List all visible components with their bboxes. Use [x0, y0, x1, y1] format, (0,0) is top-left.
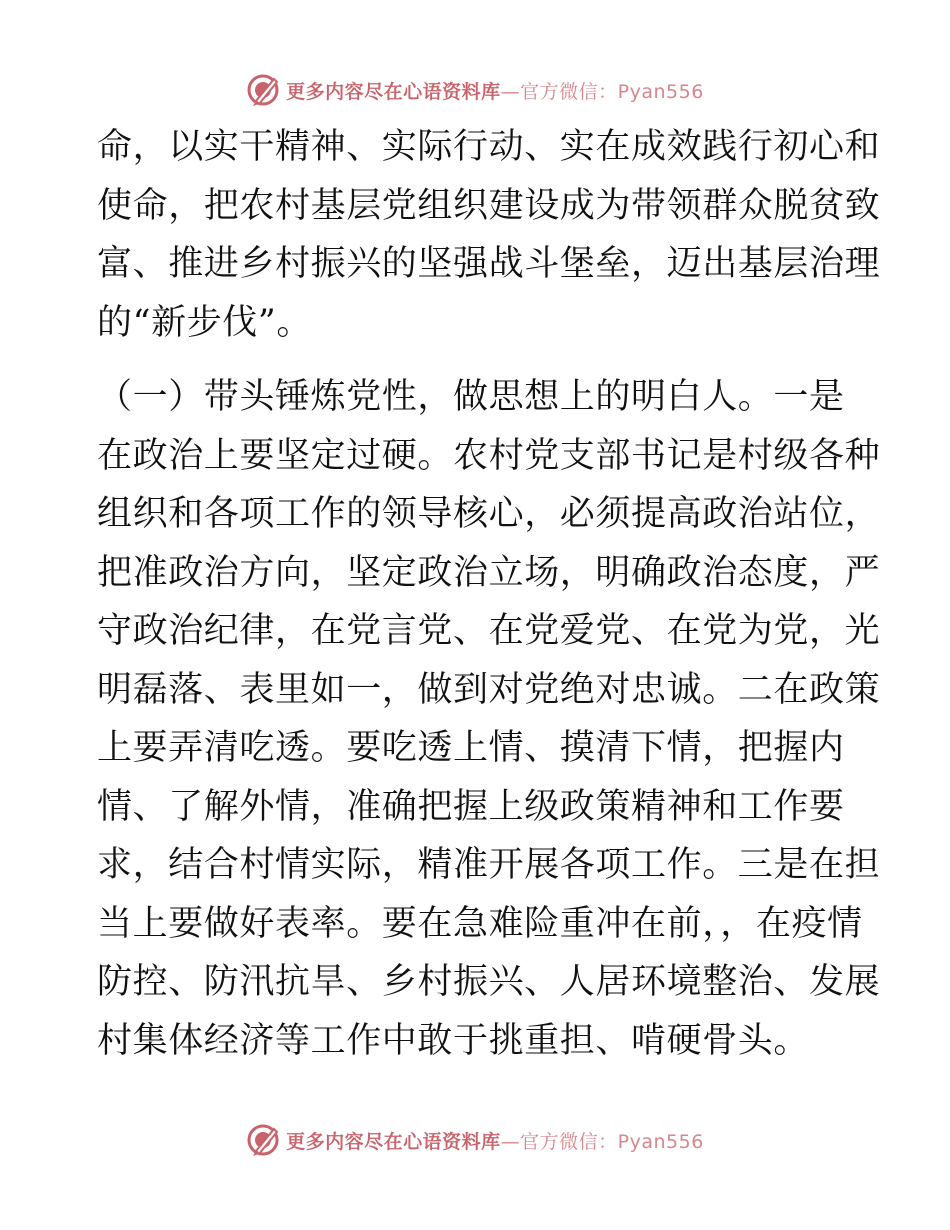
- watermark-text: [286, 77, 704, 104]
- document-body: [97, 118, 881, 1070]
- paragraph-1: [97, 118, 881, 352]
- paragraph-spacer: [97, 352, 867, 368]
- text-line: （一）带头锤炼党性，做思想上的明白人。一是: [97, 377, 845, 417]
- pen-logo-icon: [246, 73, 280, 107]
- text-line: 把准政治方向，坚定政治立场，明确政治态度，严: [97, 552, 881, 593]
- text-line: 明磊落、表里如一，做到对党绝对忠诚。二在政策: [97, 669, 881, 710]
- watermark-brand: 更多内容尽在心语资料库: [286, 1130, 501, 1153]
- text-line: 情、了解外情，准确把握上级政策精神和工作要: [97, 786, 845, 827]
- footer-watermark: [0, 1120, 950, 1160]
- header-watermark: [0, 70, 950, 110]
- watermark-contact: —官方微信：Pyan556: [500, 1130, 704, 1153]
- text-line: 村集体经济等工作中敢于挑重担、啃硬骨头。: [97, 1020, 810, 1061]
- text-line: 守政治纪律，在党言党、在党爱党、在党为党，光: [97, 611, 881, 651]
- watermark-contact: —官方微信：Pyan556: [500, 80, 704, 103]
- text-line: 求，结合村情实际，精准开展各项工作。三是在担: [97, 845, 881, 885]
- text-line: 的“新步伐”。: [97, 302, 312, 343]
- watermark-text: [286, 1127, 704, 1154]
- text-line: 命，以实干精神、实际行动、实在成效践行初心和: [97, 127, 881, 167]
- text-line: 在政治上要坚定过硬。农村党支部书记是村级各种: [97, 435, 881, 476]
- text-line: 富、推进乡村振兴的坚强战斗堡垒，迈出基层治理: [97, 244, 881, 284]
- text-line: 上要弄清吃透。要吃透上情、摸清下情，把握内: [97, 728, 845, 768]
- text-line: 当上要做好表率。要在急难险重冲在前，，在疫情: [97, 903, 863, 944]
- watermark-brand: 更多内容尽在心语资料库: [286, 80, 501, 103]
- paragraph-2: [97, 368, 881, 1070]
- text-line: 使命，把农村基层党组织建设成为带领群众脱贫致: [97, 185, 881, 226]
- pen-logo-icon: [246, 1123, 280, 1157]
- text-line: 组织和各项工作的领导核心，必须提高政治站位，: [97, 494, 881, 534]
- text-line: 防控、防汛抗旱、乡村振兴、人居环境整治、发展: [97, 962, 881, 1002]
